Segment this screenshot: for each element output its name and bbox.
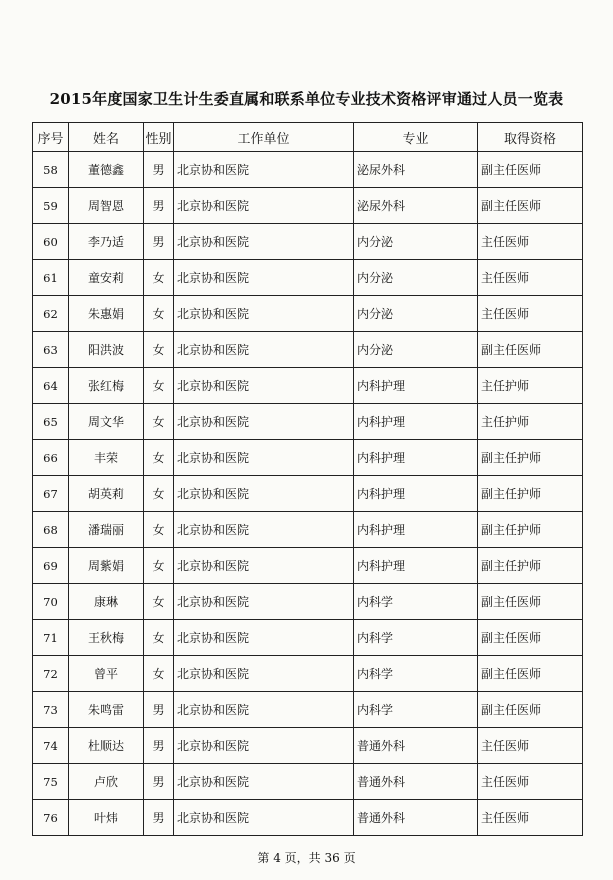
table-row xyxy=(33,404,583,440)
cell-qualification: 副主任医师 xyxy=(478,188,583,224)
cell-specialty: 内科学 xyxy=(354,620,478,656)
cell-specialty: 内科护理 xyxy=(354,440,478,476)
cell-workplace: 北京协和医院 xyxy=(174,476,354,512)
cell-seq: 58 xyxy=(33,152,69,188)
cell-workplace: 北京协和医院 xyxy=(174,440,354,476)
cell-qualification: 副主任医师 xyxy=(478,656,583,692)
table-row xyxy=(33,656,583,692)
table-row xyxy=(33,584,583,620)
cell-name: 董德鑫 xyxy=(69,152,144,188)
cell-specialty: 普通外科 xyxy=(354,800,478,836)
table-row xyxy=(33,728,583,764)
cell-specialty: 内分泌 xyxy=(354,296,478,332)
cell-name: 丰荣 xyxy=(69,440,144,476)
cell-name: 曾平 xyxy=(69,656,144,692)
cell-seq: 75 xyxy=(33,764,69,800)
cell-seq: 65 xyxy=(33,404,69,440)
cell-name: 王秋梅 xyxy=(69,620,144,656)
table-row xyxy=(33,476,583,512)
cell-seq: 69 xyxy=(33,548,69,584)
cell-name: 胡英莉 xyxy=(69,476,144,512)
cell-specialty: 内科学 xyxy=(354,584,478,620)
cell-name: 周文华 xyxy=(69,404,144,440)
cell-name: 潘瑞丽 xyxy=(69,512,144,548)
table-row xyxy=(33,152,583,188)
cell-qualification: 副主任护师 xyxy=(478,476,583,512)
table-row xyxy=(33,440,583,476)
cell-gender: 女 xyxy=(144,332,174,368)
cell-qualification: 主任护师 xyxy=(478,368,583,404)
table-header-row xyxy=(33,123,583,152)
cell-seq: 63 xyxy=(33,332,69,368)
cell-qualification: 主任医师 xyxy=(478,764,583,800)
cell-qualification: 副主任护师 xyxy=(478,548,583,584)
header-seq: 序号 xyxy=(33,123,69,152)
cell-workplace: 北京协和医院 xyxy=(174,188,354,224)
cell-workplace: 北京协和医院 xyxy=(174,692,354,728)
cell-workplace: 北京协和医院 xyxy=(174,728,354,764)
table-row xyxy=(33,224,583,260)
cell-gender: 女 xyxy=(144,368,174,404)
cell-qualification: 副主任医师 xyxy=(478,584,583,620)
cell-specialty: 内分泌 xyxy=(354,260,478,296)
cell-qualification: 主任医师 xyxy=(478,296,583,332)
cell-qualification: 主任医师 xyxy=(478,260,583,296)
cell-gender: 男 xyxy=(144,224,174,260)
cell-workplace: 北京协和医院 xyxy=(174,800,354,836)
cell-qualification: 副主任护师 xyxy=(478,440,583,476)
cell-qualification: 副主任医师 xyxy=(478,332,583,368)
cell-gender: 女 xyxy=(144,296,174,332)
table-row xyxy=(33,332,583,368)
cell-workplace: 北京协和医院 xyxy=(174,224,354,260)
cell-gender: 女 xyxy=(144,656,174,692)
cell-qualification: 主任医师 xyxy=(478,224,583,260)
header-qualification: 取得资格 xyxy=(478,123,583,152)
table-row xyxy=(33,368,583,404)
table-row xyxy=(33,800,583,836)
cell-name: 阳洪波 xyxy=(69,332,144,368)
cell-qualification: 副主任医师 xyxy=(478,692,583,728)
cell-specialty: 泌尿外科 xyxy=(354,188,478,224)
cell-seq: 76 xyxy=(33,800,69,836)
cell-workplace: 北京协和医院 xyxy=(174,548,354,584)
cell-seq: 70 xyxy=(33,584,69,620)
cell-seq: 74 xyxy=(33,728,69,764)
cell-name: 叶炜 xyxy=(69,800,144,836)
header-specialty: 专业 xyxy=(354,123,478,152)
table-row xyxy=(33,764,583,800)
cell-name: 李乃适 xyxy=(69,224,144,260)
cell-seq: 59 xyxy=(33,188,69,224)
header-name: 姓名 xyxy=(69,123,144,152)
cell-workplace: 北京协和医院 xyxy=(174,656,354,692)
cell-workplace: 北京协和医院 xyxy=(174,764,354,800)
cell-qualification: 主任医师 xyxy=(478,800,583,836)
cell-gender: 男 xyxy=(144,188,174,224)
cell-qualification: 副主任医师 xyxy=(478,152,583,188)
cell-workplace: 北京协和医院 xyxy=(174,332,354,368)
header-workplace: 工作单位 xyxy=(174,123,354,152)
cell-seq: 64 xyxy=(33,368,69,404)
cell-seq: 73 xyxy=(33,692,69,728)
cell-workplace: 北京协和医院 xyxy=(174,296,354,332)
cell-specialty: 内科学 xyxy=(354,692,478,728)
cell-name: 周智恩 xyxy=(69,188,144,224)
cell-specialty: 内科护理 xyxy=(354,512,478,548)
table-row xyxy=(33,548,583,584)
cell-qualification: 主任医师 xyxy=(478,728,583,764)
cell-specialty: 内分泌 xyxy=(354,332,478,368)
cell-qualification: 副主任医师 xyxy=(478,620,583,656)
table-row xyxy=(33,188,583,224)
table-row xyxy=(33,296,583,332)
cell-gender: 男 xyxy=(144,728,174,764)
header-gender: 性别 xyxy=(144,123,174,152)
cell-specialty: 泌尿外科 xyxy=(354,152,478,188)
cell-qualification: 主任护师 xyxy=(478,404,583,440)
table-row xyxy=(33,512,583,548)
cell-name: 周紫娟 xyxy=(69,548,144,584)
cell-workplace: 北京协和医院 xyxy=(174,512,354,548)
cell-workplace: 北京协和医院 xyxy=(174,368,354,404)
cell-seq: 61 xyxy=(33,260,69,296)
cell-name: 康琳 xyxy=(69,584,144,620)
cell-seq: 62 xyxy=(33,296,69,332)
cell-specialty: 内科护理 xyxy=(354,404,478,440)
cell-specialty: 内分泌 xyxy=(354,224,478,260)
cell-workplace: 北京协和医院 xyxy=(174,620,354,656)
table-row xyxy=(33,260,583,296)
cell-workplace: 北京协和医院 xyxy=(174,404,354,440)
cell-specialty: 内科护理 xyxy=(354,548,478,584)
table-row xyxy=(33,692,583,728)
cell-gender: 男 xyxy=(144,692,174,728)
cell-name: 张红梅 xyxy=(69,368,144,404)
cell-gender: 女 xyxy=(144,476,174,512)
cell-workplace: 北京协和医院 xyxy=(174,260,354,296)
cell-name: 杜顺达 xyxy=(69,728,144,764)
cell-seq: 71 xyxy=(33,620,69,656)
cell-seq: 68 xyxy=(33,512,69,548)
cell-gender: 女 xyxy=(144,512,174,548)
cell-gender: 男 xyxy=(144,152,174,188)
cell-gender: 女 xyxy=(144,548,174,584)
cell-specialty: 普通外科 xyxy=(354,728,478,764)
cell-specialty: 普通外科 xyxy=(354,764,478,800)
personnel-table xyxy=(32,122,583,836)
cell-workplace: 北京协和医院 xyxy=(174,152,354,188)
cell-gender: 女 xyxy=(144,584,174,620)
cell-name: 朱惠娟 xyxy=(69,296,144,332)
table-row xyxy=(33,620,583,656)
cell-gender: 男 xyxy=(144,764,174,800)
cell-name: 卢欣 xyxy=(69,764,144,800)
cell-gender: 女 xyxy=(144,440,174,476)
cell-seq: 66 xyxy=(33,440,69,476)
cell-specialty: 内科学 xyxy=(354,656,478,692)
cell-gender: 女 xyxy=(144,404,174,440)
cell-seq: 72 xyxy=(33,656,69,692)
cell-name: 童安莉 xyxy=(69,260,144,296)
document-title: 2015年度国家卫生计生委直属和联系单位专业技术资格评审通过人员一览表 xyxy=(49,90,564,108)
page-footer: 第 4 页，共 36 页 xyxy=(257,851,356,865)
cell-gender: 男 xyxy=(144,800,174,836)
cell-specialty: 内科护理 xyxy=(354,476,478,512)
cell-seq: 60 xyxy=(33,224,69,260)
cell-gender: 女 xyxy=(144,260,174,296)
cell-name: 朱鸣雷 xyxy=(69,692,144,728)
cell-gender: 女 xyxy=(144,620,174,656)
cell-workplace: 北京协和医院 xyxy=(174,584,354,620)
cell-specialty: 内科护理 xyxy=(354,368,478,404)
cell-seq: 67 xyxy=(33,476,69,512)
cell-qualification: 副主任护师 xyxy=(478,512,583,548)
